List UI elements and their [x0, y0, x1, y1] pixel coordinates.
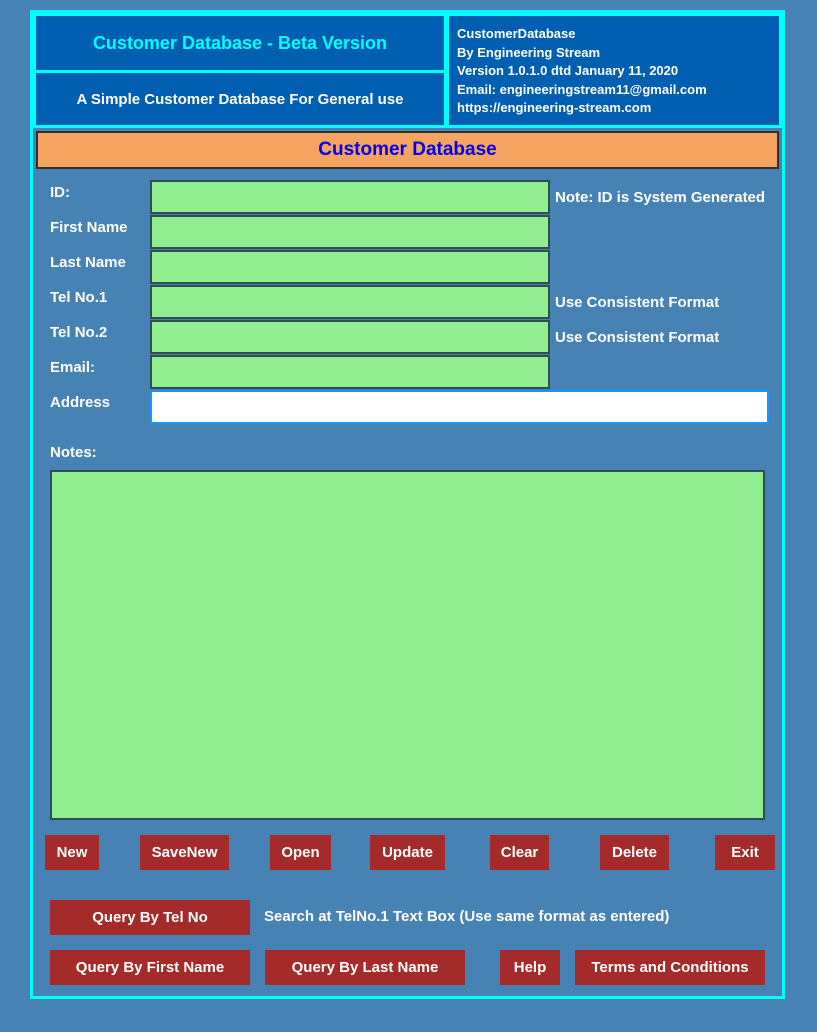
id-note: Note: ID is System Generated [555, 189, 766, 206]
address-field[interactable] [150, 390, 769, 424]
tel1-label: Tel No.1 [50, 289, 108, 306]
open-button[interactable]: Open [270, 835, 331, 870]
last-name-field[interactable] [150, 250, 550, 284]
query-by-tel-button[interactable]: Query By Tel No [50, 900, 250, 935]
new-button[interactable]: New [45, 835, 99, 870]
app-subtitle: A Simple Customer Database For General use [33, 70, 447, 128]
tel2-field[interactable] [150, 320, 550, 354]
tel2-note: Use Consistent Format [555, 329, 720, 346]
query-by-last-name-button[interactable]: Query By Last Name [265, 950, 465, 985]
help-button[interactable]: Help [500, 950, 560, 985]
tel2-label: Tel No.2 [50, 324, 108, 341]
app-info-version: Version 1.0.1.0 dtd January 11, 2020 [457, 63, 679, 78]
address-label: Address [50, 394, 111, 411]
delete-button[interactable]: Delete [600, 835, 669, 870]
first-name-label: First Name [50, 219, 128, 236]
update-button[interactable]: Update [370, 835, 445, 870]
notes-textarea[interactable] [50, 470, 765, 820]
terms-button[interactable]: Terms and Conditions [575, 950, 765, 985]
last-name-label: Last Name [50, 254, 126, 271]
app-info-name: CustomerDatabase [457, 26, 576, 41]
app-info-author: By Engineering Stream [457, 44, 601, 60]
app-info-email: Email: engineeringstream11@gmail.com [457, 81, 707, 97]
email-label: Email: [50, 359, 96, 376]
notes-label: Notes: [50, 444, 97, 461]
save-new-button[interactable]: SaveNew [140, 835, 229, 870]
email-field[interactable] [150, 355, 550, 389]
exit-button[interactable]: Exit [715, 835, 775, 870]
app-title: Customer Database - Beta Version [33, 13, 447, 73]
clear-button[interactable]: Clear [490, 835, 549, 870]
id-label: ID: [50, 184, 70, 201]
tel1-field[interactable] [150, 285, 550, 319]
search-hint: Search at TelNo.1 Text Box (Use same format as entered) [264, 908, 670, 925]
tel1-note: Use Consistent Format [555, 294, 720, 311]
app-info-website: https://engineering-stream.com [457, 100, 652, 115]
app-info-panel [446, 13, 782, 128]
id-field[interactable] [150, 180, 550, 214]
query-by-first-name-button[interactable]: Query By First Name [50, 950, 250, 985]
section-title: Customer Database [36, 131, 779, 169]
first-name-field[interactable] [150, 215, 550, 249]
